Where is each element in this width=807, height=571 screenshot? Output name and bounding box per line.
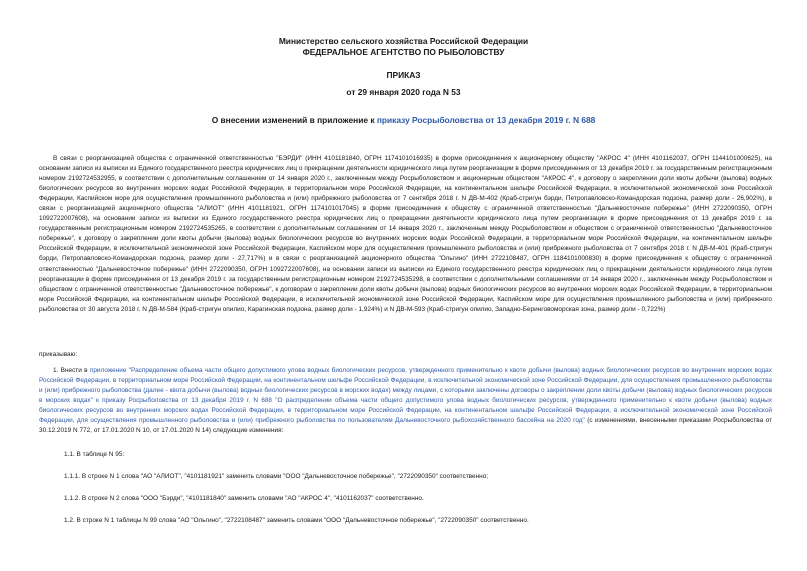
clause-1 [39,366,772,436]
item-1-2: 1.2. В строке N 1 таблицы N 99 слова "АО "Ольгино", "2722108487" заменить словами "ООО "Дальневосточное побережье", "2722090350" соответственно. [64,517,529,524]
clause-1-suffix: (с изменениями, внесенными приказами Росрыболовства от 30.12.2019 N 772, от 17.01.2020 N 10, от 17.01.2020 N 14) следующие изменения: [39,417,772,435]
clause-1-prefix: 1. Внести в [53,367,90,374]
document-title [0,115,807,125]
ministry-name: Министерство сельского хозяйства Российской Федерации [278,36,529,46]
item-1-1-1: 1.1.1. В строке N 1 слова "АО "АЛИОТ", "4101181921" заменить словами "ООО "Дальневосточное побережье", "2722090350" соответственно; [64,473,489,480]
title-prefix: О внесении изменений в приложение к [211,115,377,125]
item-1-1-2: 1.1.2. В строке N 2 слова "ООО "Бэрди", "4101181840" заменить словами "АО "АКРОС 4", "4101162037" соответственно. [64,495,424,502]
order-word: приказываю: [39,351,78,358]
clause-1-appendix-link[interactable]: приложение "Распределение объема части общего допустимого улова водных биологических ресурсов, утвержденного применительно к квоте добычи (вылова) водных биологических ресурсов во внутренних морских водах Российской Федерации, в территориальном море Российской Федерации, на континентальном шельфе Российской Федерации, в исключительной экономической зоне Российской Федерации, для осуществления промышленного рыболовства и (или) прибрежного рыболовства (далее - квота добычи (вылова) водных биологических ресурсов в морских водах) между лицами, с которыми заключены договоры о закреплении доли квоты добычи (вылова) водных биологических ресурсов в морских водах" к приказу Росрыболовства от 13 декабря 2019 г. N 688 "О распределении объема части общего допустимого улова водных биологических ресурсов, утвержденного применительно к квоте добычи (вылова) водных биологических ресурсов во внутренних морских водах Российской Федерации, в территориальном море Российской Федерации, на континентальном шельфе Российской Федерации, в исключительной экономической зоне Российской Федерации, для осуществления промышленного рыболовства и (или) прибрежного рыболовства по пользователям Дальневосточного рыбохозяйственного бассейна на 2020 год" [39,367,772,425]
document-type: ПРИКАЗ [386,70,421,80]
preamble-paragraph: В связи с реорганизацией общества с ограниченной ответственностью "БЭРДИ" (ИНН 4101181840, ОГРН 1174101016935) в форме присоединения к акционерному обществу "АКРОС 4" (ИНН 4101162037, ОГРН 1144101000625), на основании записи из выписки из Единого государственного реестра юридических лиц о прекращении деятельности юридического лица путем реорганизации в форме присоединения от 13 декабря 2019 г. за государственным регистрационным номером 2192724532955, в соответствии с дополнительным соглашением от 14 января 2020 г., заключенным между Росрыболовством и акционерным обществом "АКРОС 4", к договору о закреплении доли квоты добычи (вылова) водных биологических ресурсов во внутренних морских водах Российской Федерации, в территориальном море Российской Федерации, на континентальном шельфе Российской Федерации, в исключительной экономической зоне Российской Федерации, Каспийском море для осуществления промышленного рыболовства и (или) прибрежного рыболовства от 7 сентября 2018 г. N ДВ-М-402 (Краб-стригун бэрди, Петропавловско-Командорская подзона, размер доли - 26,902%), в связи с реорганизацией акционерного общества "АЛИОТ" (ИНН 4101181921, ОГРН 1174101017045) в форме присоединения к обществу с ограниченной ответственностью "Дальневосточное побережье" (ИНН 2722090350, ОГРН 1092722007608), на основании записи из выписки из Единого государственного реестра юридических лиц о прекращении деятельности юридического лица путем реорганизации в форме присоединения от 13 декабря 2019 г. за государственным регистрационным номером 2192724535265, в соответствии с дополнительным соглашением от 14 января 2020 г., заключенным между Росрыболовством и обществом с ограниченной ответственностью "Дальневосточное побережье", к договору о закреплении доли квоты добычи (вылова) водных биологических ресурсов во внутренних морских водах Российской Федерации, в территориальном море Российской Федерации, на континентальном шельфе Российской Федерации, в исключительной экономической зоне Российской Федерации, Каспийском море для осуществления промышленного рыболовства и (или) прибрежного рыболовства от 7 сентября 2018 г. N ДВ-М-401 (Краб-стригун бэрди, Петропавловско-Командорская подзона, размер доли - 27,717%) и в связи с реорганизацией акционерного общества "Ольгино" (ИНН 2722108487, ОГРН 1184101000830) в форме присоединения к обществу с ограниченной ответственностью "Дальневосточное побережье" (ИНН 2722090350, ОГРН 1092722007608), на основании записи из выписки из Единого государственного реестра юридических лиц о прекращении деятельности юридического лица путем реорганизации в форме присоединения от 13 декабря 2019 г. за государственным регистрационным номером 2192724535298, в соответствии с дополнительными соглашениями от 14 января 2020 г., заключенным между Росрыболовством и обществом с ограниченной ответственностью "Дальневосточное побережье", к договорам о закреплении доли квоты добычи (вылова) водных биологических ресурсов во внутренних морских водах Российской Федерации, в территориальном море Российской Федерации, на континентальном шельфе Российской Федерации, в исключительной экономической зоне Российской Федерации, Каспийском море для осуществления промышленного рыболовства и (или) прибрежного рыболовства от 30 августа 2018 г. N ДВ-М-584 (Краб-стригун опилио, Карагинская подзона, размер доли - 1,924%) и N ДВ-М-593 (Краб-стригун опилио, Западно-Беринговоморская зона, размер доли - 0,722%) [39,155,772,313]
document-date-number: от 29 января 2020 года N 53 [346,87,461,97]
agency-name: ФЕДЕРАЛЬНОЕ АГЕНТСТВО ПО РЫБОЛОВСТВУ [302,47,505,57]
title-order-link[interactable]: приказу Росрыболовства от 13 декабря 2019 г. N 688 [376,115,596,125]
item-1-1: 1.1. В таблице N 95: [64,451,125,458]
